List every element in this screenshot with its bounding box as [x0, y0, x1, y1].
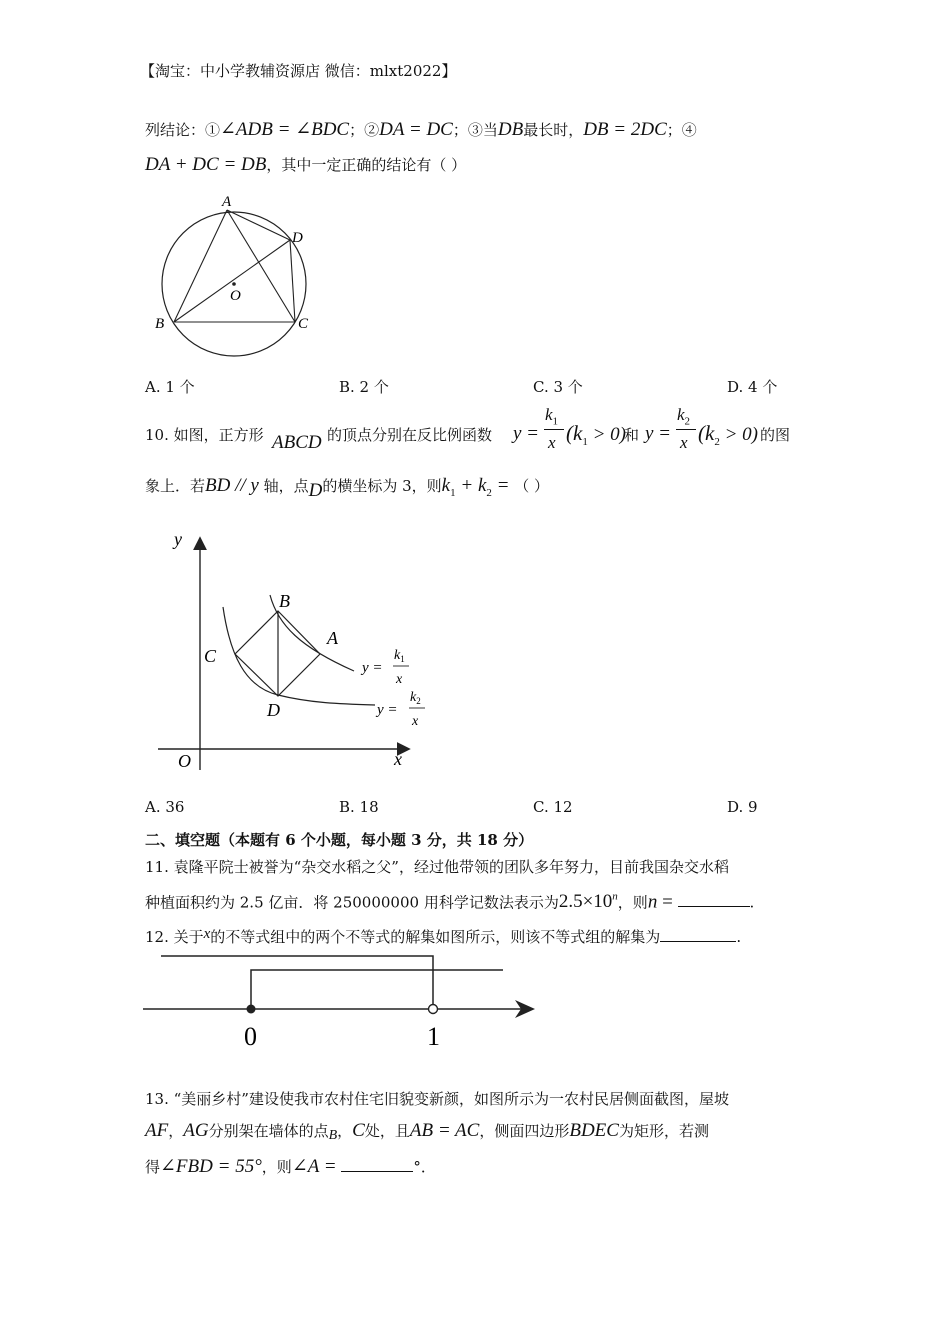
q9-conclusion-1: ∠ADB = ∠BDC [220, 119, 350, 140]
q10-curve1-label-k: $k_1$ [394, 648, 405, 664]
q9-line1: 列结论：①∠ADB = ∠BDC；②DA = DC；③当DB最长时，DB = 2DC；④ [145, 119, 697, 140]
q9-label-B: B [155, 316, 165, 332]
q10-label-y: y [174, 529, 182, 549]
q10-f2-fraction-bar [676, 429, 696, 430]
q9-label-O: O [230, 288, 241, 304]
q9-option-c: C. 3 个 [533, 378, 583, 396]
q9-option-a: A. 1 个 [145, 378, 195, 396]
q12-hollow-point-1 [429, 1005, 438, 1014]
q12-solid-point-0 [247, 1005, 256, 1014]
q12-number-line-figure [143, 948, 538, 1053]
q10-f2-y: y = [645, 423, 672, 444]
q10-label-x: x [394, 749, 402, 769]
q9-conclusion-3: DB = 2DC [583, 119, 667, 140]
q13-line1: 13. “美丽乡村”建设使我市农村住宅旧貌变新颜，如图所示为一农村民居侧面截图，屋坡 [145, 1090, 729, 1108]
q9-line2: DA + DC = DB，其中一定正确的结论有（ ） [145, 154, 467, 175]
q10-curve-k2 [223, 607, 375, 705]
q10-f1-k: $k_1$ [545, 405, 559, 428]
q10-line1-text: 的顶点分别在反比例函数 [327, 426, 493, 444]
q10-option-d: D. 9 [727, 798, 758, 816]
q10-line1-end: 的图 [760, 426, 791, 444]
q9-seg-DC [290, 240, 295, 322]
q9-center-dot [232, 282, 236, 286]
q12-answer-blank[interactable] [660, 927, 736, 942]
q10-graph-figure [150, 525, 440, 775]
q10-option-a: A. 36 [145, 798, 185, 816]
q9-seg-BD [174, 240, 290, 322]
q10-f1-fraction-bar [544, 429, 564, 430]
q10-label-C: C [204, 646, 217, 666]
q10-f1-y: y = [513, 423, 540, 444]
q10-f1-condition: $(k_1 > 0)$ [566, 421, 626, 449]
section-fill-in-title: 二、填空题（本题有 6 个小题，每小题 3 分，共 18 分） [145, 831, 534, 849]
q9-seg-AB [174, 210, 227, 322]
q12-tick-label-0: 0 [244, 1022, 257, 1051]
q10-and: 和 [624, 426, 640, 444]
page-header: 【淘宝：中小学教辅资源店 微信：mlxt2022】 [140, 62, 457, 80]
q12-solution-bracket-x-ge-0 [251, 970, 503, 1006]
q10-f2-x: x [680, 433, 688, 452]
q9-option-d: D. 4 个 [727, 378, 778, 396]
q10-curve1-label-y: y = [362, 660, 383, 676]
q11-answer-blank[interactable] [678, 892, 750, 907]
q9-label-D: D [292, 230, 303, 246]
q10-f2-condition: $(k_2 > 0)$ [698, 421, 758, 449]
q9-label-A: A [222, 194, 232, 210]
q10-curve2-label-k: $k_2$ [410, 690, 421, 706]
q13-answer-blank[interactable] [341, 1157, 413, 1172]
q10-curve2-label-y: y = [377, 702, 398, 718]
q10-option-b: B. 18 [339, 798, 379, 816]
q9-conclusion-2: DA = DC [379, 119, 453, 140]
q10-line2: 象上．若BD // y 轴，点D的横坐标为 3，则$k_1 + k_2$ = （ ） [145, 475, 549, 501]
q9-circle-figure [150, 190, 330, 365]
q9-seg-AC [227, 210, 295, 322]
q12-line: 12. 关于x的不等式组中的两个不等式的解集如图所示，则该不等式组的解集为 . [145, 926, 742, 946]
q9-label-C: C [298, 316, 309, 332]
q13-line3: 得∠FBD = 55°，则∠A = °． [145, 1156, 436, 1177]
q12-tick-label-1: 1 [427, 1022, 440, 1051]
q10-label-A: A [327, 628, 338, 648]
q10-option-c: C. 12 [533, 798, 573, 816]
q10-label-B: B [279, 591, 290, 611]
q9-conclusion-4: DA + DC = DB [145, 154, 267, 175]
q10-f2-k: $k_2$ [677, 405, 691, 428]
q10-label-O: O [178, 751, 191, 771]
q11-line1: 11. 袁隆平院士被誉为“杂交水稻之父”，经过他带领的团队多年努力，目前我国杂交水稻 [145, 858, 729, 876]
q12-solution-bracket-x-lt-1 [161, 956, 433, 1006]
q13-line2: AF，AG分别架在墙体的点B，C处，且AB = AC，侧面四边形BDEC为矩形，若测 [145, 1120, 709, 1143]
q10-curve2-label-x: x [412, 714, 419, 729]
q10-square-name: ABCD [272, 432, 322, 453]
q9-option-b: B. 2 个 [339, 378, 389, 396]
q10-f1-x: x [548, 433, 556, 452]
q10-curve1-label-x: x [396, 672, 403, 687]
q11-line2: 种植面积约为 2.5 亿亩．将 250000000 用科学记数法表示为$2.5\times 10^n$，则n = . [145, 891, 755, 913]
q10-label-D: D [267, 700, 280, 720]
q10-line1-left: 10. 如图，正方形 [145, 426, 264, 444]
